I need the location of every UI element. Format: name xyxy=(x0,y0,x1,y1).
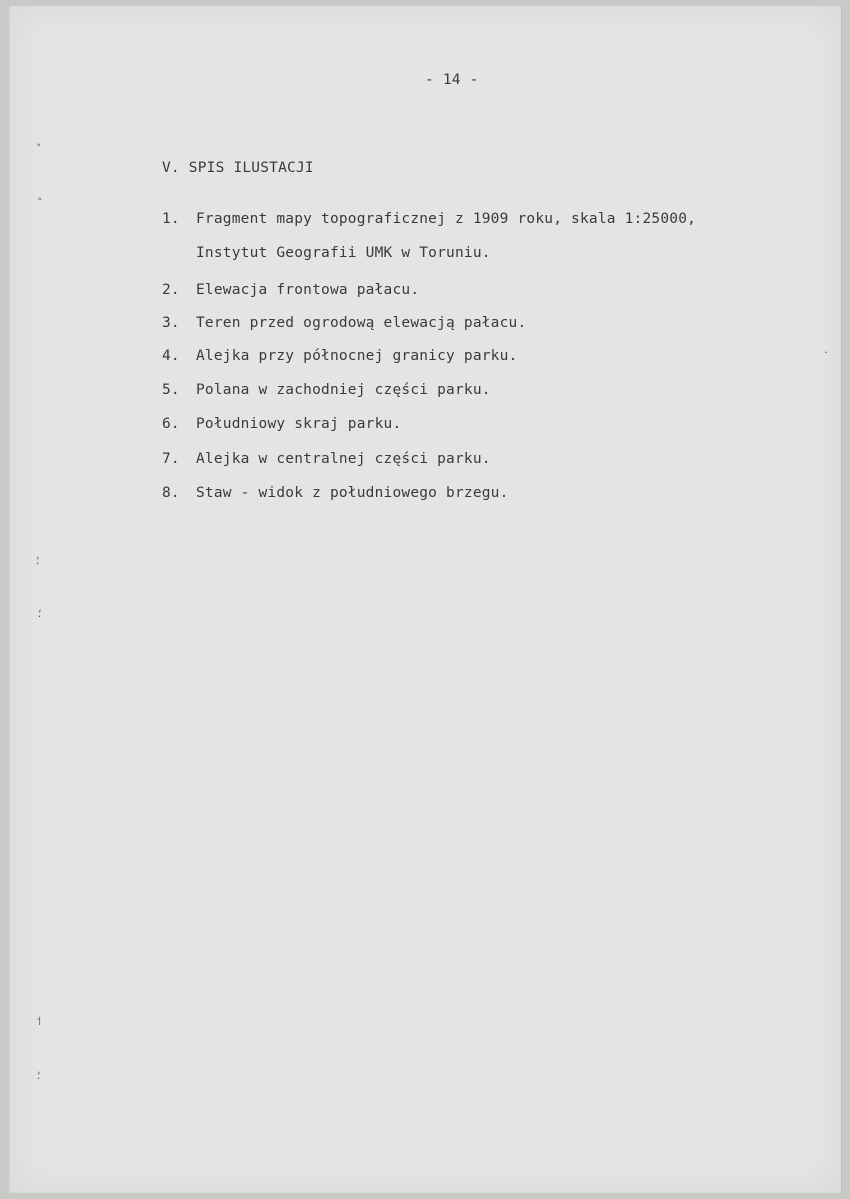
page-number: - 14 - xyxy=(425,72,479,88)
scan-speck: ⸵ xyxy=(38,607,41,620)
scan-speck: ˄ xyxy=(37,196,43,209)
scan-speck: ˅ xyxy=(36,142,42,155)
item-number: 6. xyxy=(162,416,180,432)
item-text: Teren przed ogrodową elewacją pałacu. xyxy=(196,315,527,331)
paper-sheet xyxy=(9,6,842,1193)
item-number: 7. xyxy=(162,451,180,467)
item-number: 8. xyxy=(162,485,180,501)
item-number: 4. xyxy=(162,348,180,364)
item-text: Elewacja frontowa pałacu. xyxy=(196,282,420,298)
scan-speck: ⸶ xyxy=(37,1015,42,1028)
item-number: 3. xyxy=(162,315,180,331)
item-text: Południowy skraj parku. xyxy=(196,416,402,432)
item-text: Staw - widok z południowego brzegu. xyxy=(196,485,509,501)
item-number: 1. xyxy=(162,211,180,227)
item-text: Instytut Geografii UMK w Toruniu. xyxy=(196,245,491,261)
item-number: 2. xyxy=(162,282,180,298)
scan-speck: ⸵ xyxy=(36,554,39,567)
section-title: V. SPIS ILUSTACJI xyxy=(162,160,314,176)
item-text: Alejka w centralnej części parku. xyxy=(196,451,491,467)
item-text: Polana w zachodniej części parku. xyxy=(196,382,491,398)
scan-speck: · xyxy=(824,346,828,359)
item-text: Alejka przy północnej granicy parku. xyxy=(196,348,518,364)
scan-speck: ⸵ xyxy=(37,1069,40,1082)
item-number: 5. xyxy=(162,382,180,398)
item-text: Fragment mapy topograficznej z 1909 roku, skala 1:25000, xyxy=(196,211,697,227)
